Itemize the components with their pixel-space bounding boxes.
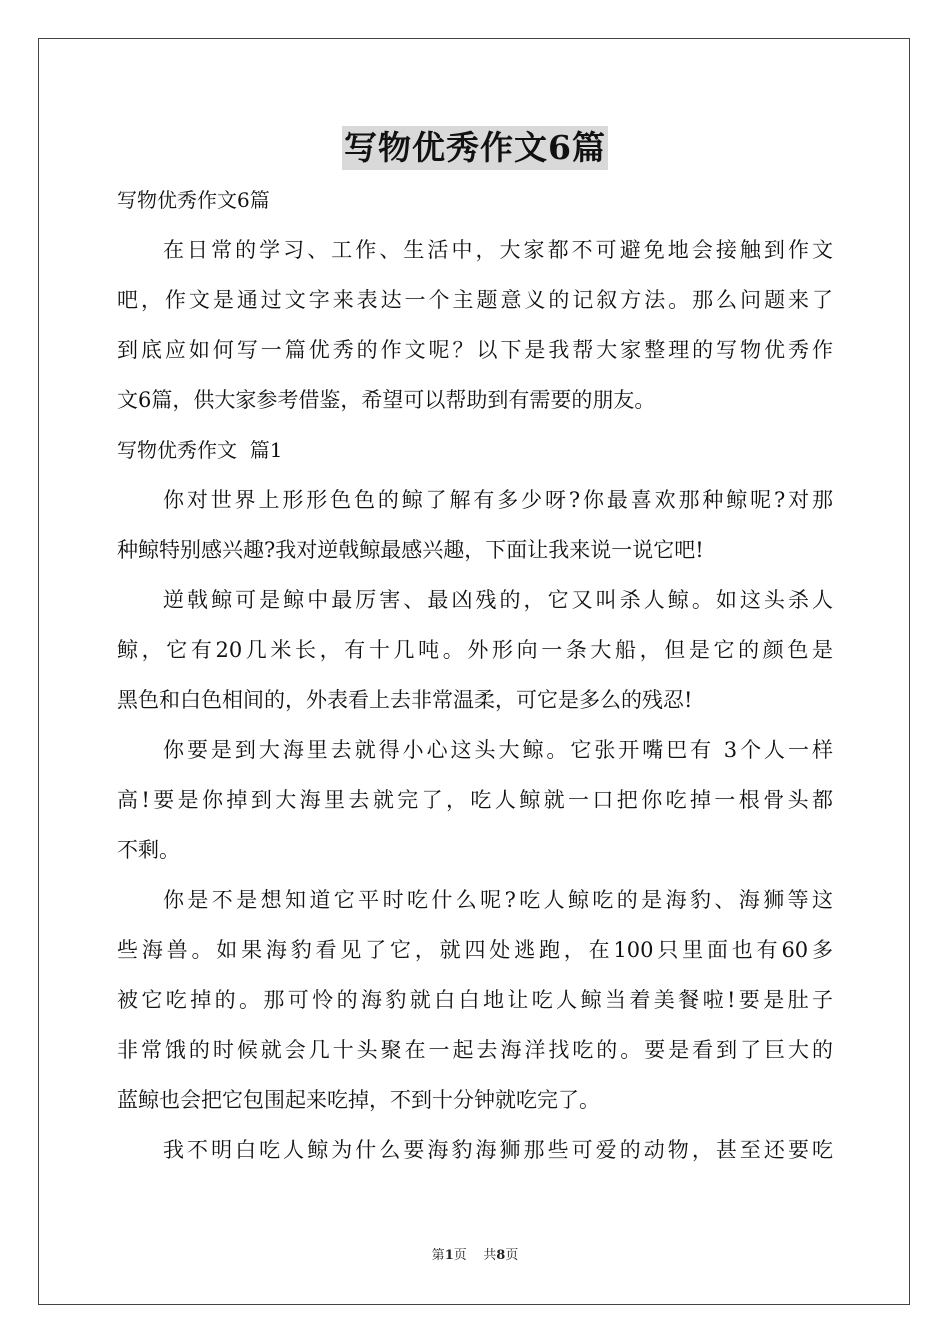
page-footer bbox=[0, 1244, 950, 1263]
text-line: 蓝鲸也会把它包围起来吃掉，不到十分钟就吃完了。 bbox=[117, 1088, 600, 1112]
text-line: 黑色和白色相间的，外表看上去非常温柔，可它是多么的残忍! bbox=[117, 688, 693, 712]
text-line: 高!要是你掉到大海里去就完了，吃人鲸就一口把你吃掉一根骨头都 bbox=[117, 788, 833, 812]
text-line: 非常饿的时候就会几十头聚在一起去海洋找吃的。要是看到了巨大的 bbox=[117, 1038, 833, 1062]
text-line: 逆戟鲸可是鲸中最厉害、最凶残的，它又叫杀人鲸。如这头杀人 bbox=[163, 588, 833, 612]
document-body bbox=[117, 178, 833, 1178]
text-line: 不剩。 bbox=[117, 838, 180, 862]
title-container bbox=[0, 126, 950, 170]
text-line: 你对世界上形形色色的鲸了解有多少呀?你最喜欢那种鲸呢?对那 bbox=[163, 488, 833, 512]
text-line: 你是不是想知道它平时吃什么呢?吃人鲸吃的是海豹、海狮等这 bbox=[163, 888, 833, 912]
text-line: 到底应如何写一篇优秀的作文呢？以下是我帮大家整理的写物优秀作 bbox=[117, 338, 833, 362]
text-line: 些海兽。如果海豹看见了它，就四处逃跑，在100只里面也有60多 bbox=[117, 938, 833, 962]
text-line: 你要是到大海里去就得小心这头大鲸。它张开嘴巴有 3个人一样 bbox=[163, 738, 833, 762]
text-line: 写物优秀作文 篇1 bbox=[117, 438, 283, 462]
text-line: 文6篇，供大家参考借鉴，希望可以帮助到有需要的朋友。 bbox=[117, 388, 656, 412]
document-title: 写物优秀作文6篇 bbox=[342, 126, 608, 170]
footer-total-pages: 8 bbox=[496, 1248, 506, 1263]
text-line: 种鲸特别感兴趣?我对逆戟鲸最感兴趣，下面让我来说一说它吧! bbox=[117, 538, 704, 562]
footer-prefix: 第 bbox=[431, 1248, 445, 1263]
text-line: 写物优秀作文6篇 bbox=[117, 188, 270, 212]
footer-mid: 页 共 bbox=[453, 1248, 497, 1263]
text-line: 被它吃掉的。那可怜的海豹就白白地让吃人鲸当着美餐啦!要是肚子 bbox=[117, 988, 833, 1012]
footer-suffix: 页 bbox=[505, 1248, 519, 1263]
text-line: 吧，作文是通过文字来表达一个主题意义的记叙方法。那么问题来了 bbox=[117, 288, 833, 312]
footer-page-number: 1 bbox=[444, 1248, 454, 1263]
text-line: 我不明白吃人鲸为什么要海豹海狮那些可爱的动物，甚至还要吃 bbox=[163, 1138, 833, 1162]
text-line: 鲸，它有20几米长，有十几吨。外形向一条大船，但是它的颜色是 bbox=[117, 638, 833, 662]
text-line: 在日常的学习、工作、生活中，大家都不可避免地会接触到作文 bbox=[163, 238, 833, 262]
